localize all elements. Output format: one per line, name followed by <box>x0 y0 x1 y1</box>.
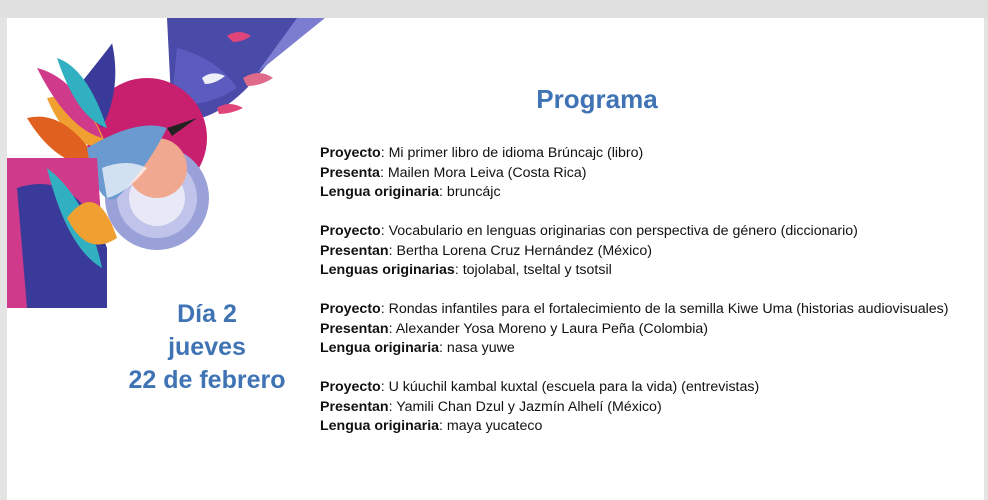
day-number: Día 2 <box>177 300 237 328</box>
presenta-line <box>320 164 960 184</box>
proyecto-label: Proyecto <box>320 223 381 239</box>
day-weekday: jueves <box>168 333 246 361</box>
lengua-label: Lenguas originarias <box>320 262 455 278</box>
program-entry <box>320 144 960 203</box>
presenta-value: : Yamili Chan Dzul y Jazmín Alhelí (México) <box>388 398 662 415</box>
proyecto-line <box>320 222 960 242</box>
program-entry <box>320 222 960 281</box>
lengua-line <box>320 183 960 203</box>
lengua-value: : bruncájc <box>439 184 501 200</box>
program-entry <box>320 378 960 437</box>
proyecto-line <box>320 378 960 398</box>
proyecto-label: Proyecto <box>320 301 381 317</box>
lengua-value: : tojolabal, tseltal y tsotsil <box>454 262 612 278</box>
proyecto-value: : Rondas infantiles para el fortalecimiento de la semilla Kiwe Uma (historias audiovisuales) <box>380 301 949 317</box>
decorative-hummingbird-illustration <box>7 18 337 318</box>
presenta-line <box>320 398 960 418</box>
proyecto-label: Proyecto <box>320 145 381 161</box>
lengua-label: Lengua originaria <box>320 418 440 434</box>
proyecto-line <box>320 300 960 320</box>
program-entry <box>320 300 960 359</box>
presenta-label: Presentan <box>320 320 389 337</box>
programa-title: Programa <box>536 84 658 114</box>
presenta-value: : Alexander Yosa Moreno y Laura Peña (Colombia) <box>388 320 709 337</box>
proyecto-value: : Mi primer libro de idioma Brúncajc (libro) <box>380 145 644 161</box>
day-date: 22 de febrero <box>128 366 286 394</box>
lengua-line <box>320 261 960 281</box>
lengua-label: Lengua originaria <box>320 184 440 200</box>
program-list <box>320 144 960 456</box>
presenta-value: : Mailen Mora Leiva (Costa Rica) <box>379 164 587 181</box>
presenta-label: Presentan <box>320 398 389 415</box>
day-heading <box>107 298 307 397</box>
program-card <box>7 18 984 500</box>
lengua-label: Lengua originaria <box>320 340 440 356</box>
proyecto-line <box>320 144 960 164</box>
presenta-value: : Bertha Lorena Cruz Hernández (México) <box>388 242 652 259</box>
presenta-line <box>320 320 960 340</box>
proyecto-value: : U kúuchil kambal kuxtal (escuela para la vida) (entrevistas) <box>380 379 760 395</box>
top-strip <box>0 0 988 18</box>
proyecto-label: Proyecto <box>320 379 381 395</box>
lengua-value: : nasa yuwe <box>439 340 515 356</box>
lengua-line <box>320 417 960 437</box>
presenta-label: Presenta <box>320 164 380 181</box>
lengua-value: : maya yucateco <box>439 418 543 434</box>
proyecto-value: : Vocabulario en lenguas originarias con perspectiva de género (diccionario) <box>380 223 858 239</box>
presenta-line <box>320 242 960 262</box>
presenta-label: Presentan <box>320 242 389 259</box>
lengua-line <box>320 339 960 359</box>
